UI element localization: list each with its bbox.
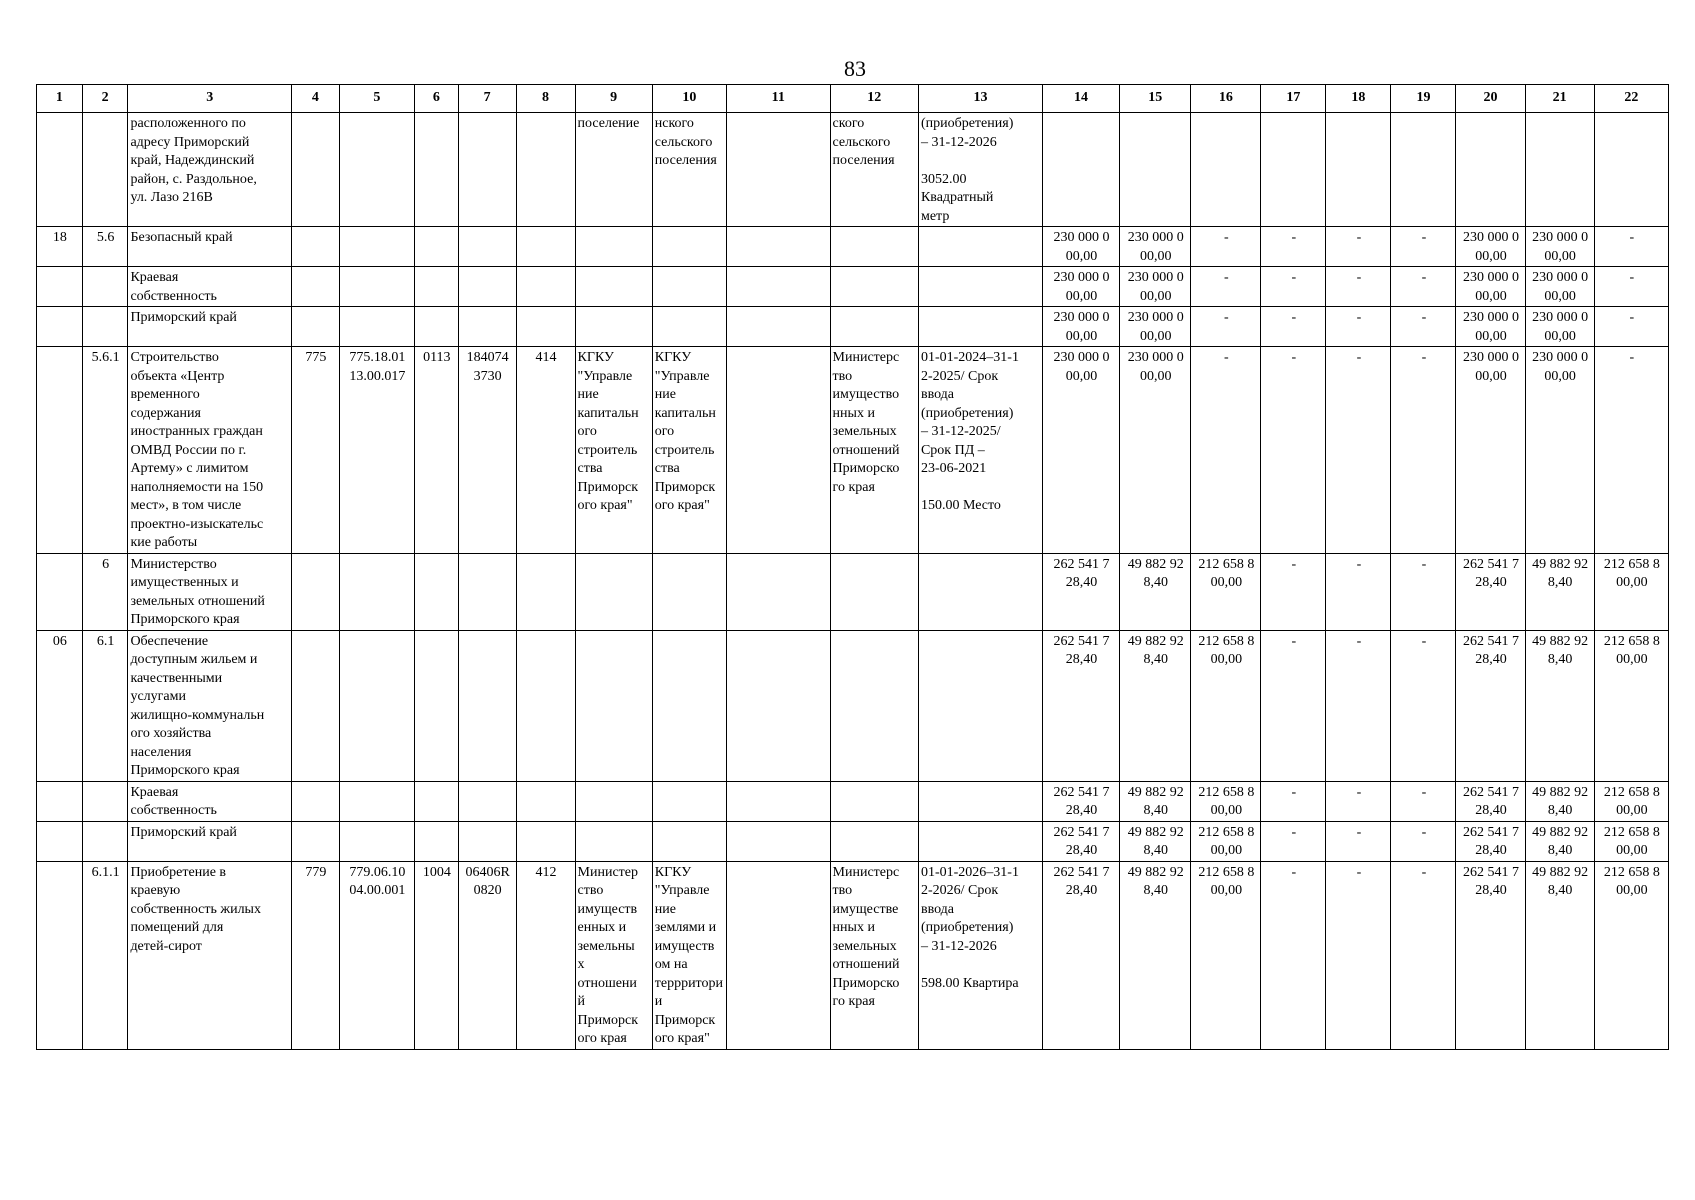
table-cell: ского сельского поселения bbox=[830, 113, 918, 227]
table-cell bbox=[292, 267, 340, 307]
table-cell: 775 bbox=[292, 347, 340, 554]
table-cell: расположенного по адресу Приморский край, Надеждинский район, с. Раздольное, ул. Лазо 216В bbox=[128, 113, 292, 227]
header-cell: 6 bbox=[414, 85, 458, 113]
table-cell bbox=[726, 267, 830, 307]
table-row bbox=[37, 861, 1669, 1049]
page-number: 83 bbox=[844, 56, 866, 81]
table-cell: 6 bbox=[82, 553, 128, 630]
table-cell: 414 bbox=[516, 347, 575, 554]
table-cell bbox=[516, 307, 575, 347]
table-cell: 212 658 8 00,00 bbox=[1191, 861, 1261, 1049]
table-cell: нского сельского поселения bbox=[652, 113, 726, 227]
table-cell bbox=[37, 553, 83, 630]
table-cell: - bbox=[1326, 630, 1391, 781]
table-cell bbox=[726, 630, 830, 781]
table-cell bbox=[37, 781, 83, 821]
table-cell: 412 bbox=[516, 861, 575, 1049]
table-cell bbox=[830, 630, 918, 781]
table-cell: - bbox=[1391, 630, 1456, 781]
header-cell: 4 bbox=[292, 85, 340, 113]
table-cell: 262 541 7 28,40 bbox=[1042, 821, 1119, 861]
table-row bbox=[37, 781, 1669, 821]
table-cell bbox=[652, 821, 726, 861]
table-cell: Министерс тво имуществе нных и земельных отношений Приморско го края bbox=[830, 861, 918, 1049]
table-cell bbox=[37, 821, 83, 861]
header-cell: 19 bbox=[1391, 85, 1456, 113]
table-cell bbox=[830, 307, 918, 347]
table-cell bbox=[918, 307, 1042, 347]
table-cell: 775.18.01 13.00.017 bbox=[339, 347, 414, 554]
header-cell: 7 bbox=[458, 85, 516, 113]
table-cell bbox=[726, 113, 830, 227]
table-cell: КГКУ "Управле ние землями и имуществ ом на террритори и Приморск ого края" bbox=[652, 861, 726, 1049]
table-cell: поселение bbox=[575, 113, 652, 227]
table-cell: - bbox=[1191, 347, 1261, 554]
table-cell: 49 882 92 8,40 bbox=[1525, 553, 1594, 630]
table-cell: - bbox=[1391, 267, 1456, 307]
table-cell bbox=[339, 630, 414, 781]
table-cell bbox=[414, 553, 458, 630]
table-cell: 49 882 92 8,40 bbox=[1120, 553, 1191, 630]
table-row bbox=[37, 821, 1669, 861]
table-cell bbox=[652, 553, 726, 630]
table-cell: 01-01-2024–31-1 2-2025/ Срок ввода (приобретения) – 31-12-2025/ Срок ПД – 23-06-2021 150.00 Место bbox=[918, 347, 1042, 554]
table-cell: 230 000 0 00,00 bbox=[1525, 227, 1594, 267]
table-cell bbox=[1391, 113, 1456, 227]
table-cell: 262 541 7 28,40 bbox=[1042, 781, 1119, 821]
table-cell bbox=[575, 630, 652, 781]
table-cell: 262 541 7 28,40 bbox=[1042, 630, 1119, 781]
table-cell bbox=[82, 113, 128, 227]
table-cell: - bbox=[1261, 267, 1326, 307]
table-cell: 230 000 0 00,00 bbox=[1525, 347, 1594, 554]
table-cell: 49 882 92 8,40 bbox=[1120, 861, 1191, 1049]
table-cell bbox=[575, 821, 652, 861]
table-cell bbox=[339, 781, 414, 821]
table-cell: Безопасный край bbox=[128, 227, 292, 267]
table-cell bbox=[458, 821, 516, 861]
table-cell: 230 000 0 00,00 bbox=[1120, 307, 1191, 347]
table-cell bbox=[339, 553, 414, 630]
table-cell: 779.06.10 04.00.001 bbox=[339, 861, 414, 1049]
table-cell bbox=[292, 113, 340, 227]
table-cell: 49 882 92 8,40 bbox=[1120, 821, 1191, 861]
table-cell bbox=[37, 307, 83, 347]
header-cell: 3 bbox=[128, 85, 292, 113]
table-cell: - bbox=[1326, 227, 1391, 267]
table-cell bbox=[726, 553, 830, 630]
table-cell: - bbox=[1594, 227, 1668, 267]
header-cell: 8 bbox=[516, 85, 575, 113]
table-cell: 212 658 8 00,00 bbox=[1594, 553, 1668, 630]
table-cell bbox=[339, 227, 414, 267]
table-cell bbox=[414, 113, 458, 227]
table-cell bbox=[339, 113, 414, 227]
table-cell: - bbox=[1326, 553, 1391, 630]
table-cell: - bbox=[1261, 227, 1326, 267]
table-cell bbox=[516, 113, 575, 227]
table-cell: 49 882 92 8,40 bbox=[1525, 861, 1594, 1049]
table-cell bbox=[82, 267, 128, 307]
table-cell bbox=[726, 861, 830, 1049]
table-cell bbox=[414, 227, 458, 267]
table-cell bbox=[458, 267, 516, 307]
table-cell: 230 000 0 00,00 bbox=[1456, 267, 1525, 307]
table-cell: 212 658 8 00,00 bbox=[1594, 821, 1668, 861]
budget-table bbox=[36, 84, 1669, 1050]
table-cell: 18 bbox=[37, 227, 83, 267]
table-cell: 262 541 7 28,40 bbox=[1456, 553, 1525, 630]
header-cell: 15 bbox=[1120, 85, 1191, 113]
table-cell: 262 541 7 28,40 bbox=[1456, 781, 1525, 821]
header-cell: 16 bbox=[1191, 85, 1261, 113]
table-cell: 06406R 0820 bbox=[458, 861, 516, 1049]
table-cell: - bbox=[1261, 861, 1326, 1049]
table-cell bbox=[1042, 113, 1119, 227]
table-cell: 212 658 8 00,00 bbox=[1191, 821, 1261, 861]
table-row bbox=[37, 307, 1669, 347]
table-cell bbox=[414, 267, 458, 307]
table-cell bbox=[1525, 113, 1594, 227]
table-cell bbox=[292, 630, 340, 781]
table-cell bbox=[918, 781, 1042, 821]
table-cell: Министерство имущественных и земельных отношений Приморского края bbox=[128, 553, 292, 630]
table-cell: Строительство объекта «Центр временного содержания иностранных граждан ОМВД России по г. Артему» с лимитом наполняемости на 150 мест», в том числе проектно-изыскательс кие работы bbox=[128, 347, 292, 554]
table-cell bbox=[516, 267, 575, 307]
header-cell: 22 bbox=[1594, 85, 1668, 113]
table-cell: 230 000 0 00,00 bbox=[1525, 307, 1594, 347]
table-cell bbox=[339, 307, 414, 347]
header-cell: 10 bbox=[652, 85, 726, 113]
table-cell: 779 bbox=[292, 861, 340, 1049]
table-cell bbox=[830, 267, 918, 307]
table-cell: 230 000 0 00,00 bbox=[1456, 307, 1525, 347]
table-cell: 49 882 92 8,40 bbox=[1525, 821, 1594, 861]
table-cell: 212 658 8 00,00 bbox=[1594, 630, 1668, 781]
table-cell: - bbox=[1594, 347, 1668, 554]
table-cell bbox=[652, 267, 726, 307]
table-cell: - bbox=[1191, 307, 1261, 347]
table-cell bbox=[516, 821, 575, 861]
table-cell bbox=[726, 781, 830, 821]
table-cell: 01-01-2026–31-1 2-2026/ Срок ввода (приобретения) – 31-12-2026 598.00 Квартира bbox=[918, 861, 1042, 1049]
table-cell: Министер ство имуществ енных и земельны х отношени й Приморск ого края bbox=[575, 861, 652, 1049]
table-cell: - bbox=[1326, 307, 1391, 347]
table-cell bbox=[37, 267, 83, 307]
table-cell bbox=[918, 227, 1042, 267]
table-cell: Обеспечение доступным жильем и качественными услугами жилищно-коммунальн ого хозяйства населения Приморского края bbox=[128, 630, 292, 781]
table-cell: Краевая собственность bbox=[128, 267, 292, 307]
table-cell: (приобретения) – 31-12-2026 3052.00 Квадратный метр bbox=[918, 113, 1042, 227]
header-cell: 2 bbox=[82, 85, 128, 113]
table-cell bbox=[726, 347, 830, 554]
table-cell: 6.1.1 bbox=[82, 861, 128, 1049]
table-cell: 5.6 bbox=[82, 227, 128, 267]
table-row bbox=[37, 113, 1669, 227]
table-cell bbox=[830, 781, 918, 821]
table-cell: - bbox=[1391, 861, 1456, 1049]
table-cell bbox=[292, 307, 340, 347]
table-cell: 184074 3730 bbox=[458, 347, 516, 554]
header-cell: 18 bbox=[1326, 85, 1391, 113]
table-cell bbox=[830, 553, 918, 630]
table-cell: - bbox=[1391, 227, 1456, 267]
table-cell bbox=[726, 227, 830, 267]
table-cell: 0113 bbox=[414, 347, 458, 554]
table-cell: - bbox=[1261, 781, 1326, 821]
table-cell: 49 882 92 8,40 bbox=[1525, 630, 1594, 781]
table-cell bbox=[37, 861, 83, 1049]
table-cell: 230 000 0 00,00 bbox=[1042, 347, 1119, 554]
table-cell bbox=[37, 113, 83, 227]
table-cell bbox=[830, 821, 918, 861]
header-cell: 21 bbox=[1525, 85, 1594, 113]
header-cell: 17 bbox=[1261, 85, 1326, 113]
table-cell bbox=[918, 630, 1042, 781]
table-row bbox=[37, 267, 1669, 307]
table-cell bbox=[292, 553, 340, 630]
table-cell: 262 541 7 28,40 bbox=[1456, 861, 1525, 1049]
table-cell: 230 000 0 00,00 bbox=[1120, 267, 1191, 307]
table-cell: КГКУ "Управле ние капитальн ого строитель ства Приморск ого края" bbox=[652, 347, 726, 554]
table-cell bbox=[918, 553, 1042, 630]
table-cell: Министерс тво имущество нных и земельных отношений Приморско го края bbox=[830, 347, 918, 554]
table-cell bbox=[458, 630, 516, 781]
table-cell: 262 541 7 28,40 bbox=[1456, 821, 1525, 861]
table-cell: 230 000 0 00,00 bbox=[1042, 267, 1119, 307]
table-cell bbox=[575, 267, 652, 307]
table-cell bbox=[516, 630, 575, 781]
table-cell bbox=[918, 267, 1042, 307]
table-row bbox=[37, 553, 1669, 630]
table-cell bbox=[516, 781, 575, 821]
table-cell: - bbox=[1391, 553, 1456, 630]
table-cell: - bbox=[1391, 821, 1456, 861]
header-cell: 11 bbox=[726, 85, 830, 113]
table-cell bbox=[339, 267, 414, 307]
table-cell: - bbox=[1391, 307, 1456, 347]
table-cell: - bbox=[1326, 347, 1391, 554]
table-cell bbox=[414, 307, 458, 347]
table-cell bbox=[726, 307, 830, 347]
table-cell bbox=[82, 781, 128, 821]
table-cell bbox=[1456, 113, 1525, 227]
table-cell: Приобретение в краевую собственность жилых помещений для детей-сирот bbox=[128, 861, 292, 1049]
table-cell: 49 882 92 8,40 bbox=[1120, 781, 1191, 821]
table-cell: 49 882 92 8,40 bbox=[1525, 781, 1594, 821]
table-cell bbox=[575, 307, 652, 347]
table-cell: 230 000 0 00,00 bbox=[1042, 227, 1119, 267]
table-cell: - bbox=[1261, 307, 1326, 347]
table-cell bbox=[458, 227, 516, 267]
header-cell: 9 bbox=[575, 85, 652, 113]
table-cell bbox=[575, 781, 652, 821]
table-row bbox=[37, 227, 1669, 267]
table-cell: - bbox=[1261, 553, 1326, 630]
header-cell: 14 bbox=[1042, 85, 1119, 113]
header-cell: 20 bbox=[1456, 85, 1525, 113]
header-cell: 1 bbox=[37, 85, 83, 113]
table-cell bbox=[1120, 113, 1191, 227]
table-cell bbox=[458, 307, 516, 347]
table-cell: - bbox=[1326, 267, 1391, 307]
table-cell: 230 000 0 00,00 bbox=[1120, 347, 1191, 554]
table-cell: Краевая собственность bbox=[128, 781, 292, 821]
table-cell bbox=[82, 307, 128, 347]
table-cell: 230 000 0 00,00 bbox=[1525, 267, 1594, 307]
table-cell: 212 658 8 00,00 bbox=[1191, 553, 1261, 630]
table-cell: - bbox=[1391, 347, 1456, 554]
table-cell bbox=[292, 227, 340, 267]
table-cell bbox=[726, 821, 830, 861]
table-cell bbox=[652, 781, 726, 821]
table-cell bbox=[516, 227, 575, 267]
table-cell: 230 000 0 00,00 bbox=[1042, 307, 1119, 347]
header-cell: 13 bbox=[918, 85, 1042, 113]
table-cell: 212 658 8 00,00 bbox=[1594, 861, 1668, 1049]
table-cell bbox=[575, 227, 652, 267]
table-cell bbox=[516, 553, 575, 630]
table-row bbox=[37, 630, 1669, 781]
table-cell bbox=[918, 821, 1042, 861]
table-cell bbox=[292, 781, 340, 821]
table-cell: 212 658 8 00,00 bbox=[1191, 781, 1261, 821]
table-row bbox=[37, 347, 1669, 554]
table-cell bbox=[652, 630, 726, 781]
header-cell: 12 bbox=[830, 85, 918, 113]
table-cell: 212 658 8 00,00 bbox=[1191, 630, 1261, 781]
table-cell bbox=[1261, 113, 1326, 227]
table-cell bbox=[37, 347, 83, 554]
header-row bbox=[37, 85, 1669, 113]
table-cell: 262 541 7 28,40 bbox=[1042, 553, 1119, 630]
table-cell bbox=[1594, 113, 1668, 227]
table-cell bbox=[575, 553, 652, 630]
table-cell: КГКУ "Управле ние капитальн ого строитель ства Приморск ого края" bbox=[575, 347, 652, 554]
table-cell: - bbox=[1326, 821, 1391, 861]
table-cell bbox=[830, 227, 918, 267]
table-cell bbox=[414, 821, 458, 861]
table-cell: 6.1 bbox=[82, 630, 128, 781]
table-cell: Приморский край bbox=[128, 821, 292, 861]
table-cell bbox=[414, 630, 458, 781]
table-cell: - bbox=[1594, 267, 1668, 307]
table-cell: 212 658 8 00,00 bbox=[1594, 781, 1668, 821]
table-cell: 230 000 0 00,00 bbox=[1456, 347, 1525, 554]
table-cell: 262 541 7 28,40 bbox=[1456, 630, 1525, 781]
table-cell: Приморский край bbox=[128, 307, 292, 347]
table-cell: 06 bbox=[37, 630, 83, 781]
table-cell: - bbox=[1261, 347, 1326, 554]
table-cell: 230 000 0 00,00 bbox=[1120, 227, 1191, 267]
table-cell bbox=[292, 821, 340, 861]
table-cell bbox=[652, 227, 726, 267]
table-cell: 230 000 0 00,00 bbox=[1456, 227, 1525, 267]
table-cell: 262 541 7 28,40 bbox=[1042, 861, 1119, 1049]
table-cell: - bbox=[1326, 861, 1391, 1049]
table-cell: 1004 bbox=[414, 861, 458, 1049]
table-cell: 49 882 92 8,40 bbox=[1120, 630, 1191, 781]
table-cell bbox=[458, 113, 516, 227]
table-cell: - bbox=[1261, 821, 1326, 861]
table-cell: - bbox=[1326, 781, 1391, 821]
table-cell bbox=[458, 781, 516, 821]
table-cell bbox=[82, 821, 128, 861]
table-cell bbox=[652, 307, 726, 347]
table-cell: - bbox=[1391, 781, 1456, 821]
table-cell bbox=[339, 821, 414, 861]
table-cell bbox=[1191, 113, 1261, 227]
table-cell: - bbox=[1191, 267, 1261, 307]
table-cell: 5.6.1 bbox=[82, 347, 128, 554]
table-cell: - bbox=[1261, 630, 1326, 781]
header-cell: 5 bbox=[339, 85, 414, 113]
table-cell bbox=[1326, 113, 1391, 227]
table-cell: - bbox=[1191, 227, 1261, 267]
table-cell bbox=[458, 553, 516, 630]
table-cell: - bbox=[1594, 307, 1668, 347]
table-cell bbox=[414, 781, 458, 821]
